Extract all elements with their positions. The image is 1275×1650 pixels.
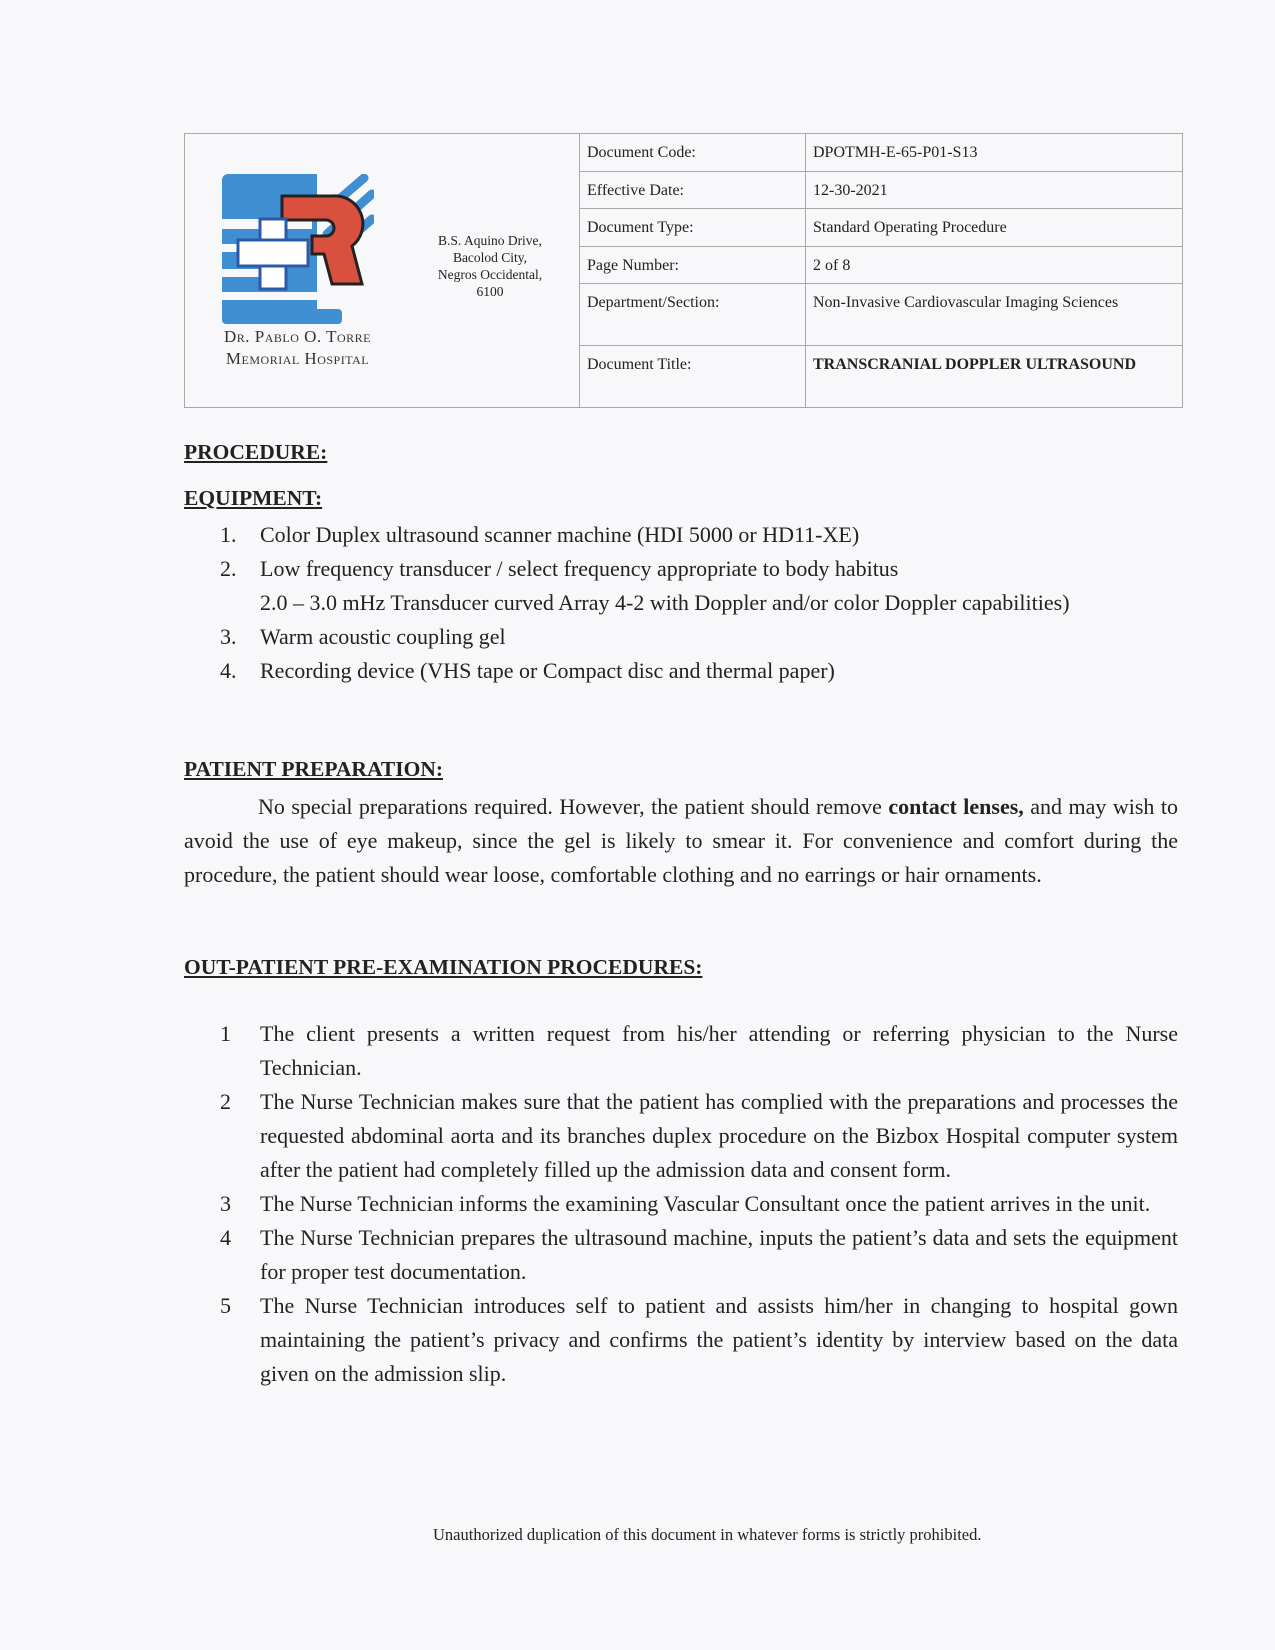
item-text: The Nurse Technician informs the examining Vascular Consultant once the patient arrives in the unit. (260, 1191, 1151, 1216)
list-item (215, 1017, 1178, 1085)
field-effective-date (580, 172, 1182, 209)
logo-cell (185, 134, 580, 407)
field-value: 12-30-2021 (813, 182, 888, 199)
field-department (580, 284, 1182, 346)
item-number: 2 (220, 1089, 231, 1114)
field-value: DPOTMH-E-65-P01-S13 (813, 144, 978, 161)
address-line: Negros Occidental, (437, 267, 543, 282)
item-number: 4. (220, 658, 237, 683)
procedure-heading: PROCEDURE: (184, 440, 328, 464)
paragraph-text: No special preparations required. However, the patient should remove (258, 794, 889, 819)
field-document-code (580, 134, 1182, 172)
field-document-title (580, 346, 1182, 408)
list-item (215, 552, 1178, 620)
hospital-name-line2: Memorial Hospital (225, 349, 370, 368)
hospital-name-line1: Dr. Pablo O. Torre (223, 327, 371, 346)
document-header-table (184, 133, 1183, 408)
list-item (215, 518, 1178, 552)
list-item (215, 1221, 1178, 1289)
address-line: B.S. Aquino Drive, (438, 233, 542, 248)
field-page-number (580, 247, 1182, 284)
item-number: 1 (220, 1021, 231, 1046)
field-value: Non-Invasive Cardiovascular Imaging Sciences (813, 294, 1119, 311)
paragraph-bold-text: contact lenses, (888, 794, 1024, 819)
outpatient-heading: OUT-PATIENT PRE-EXAMINATION PROCEDURES: (184, 955, 703, 979)
field-label: Effective Date: (580, 172, 806, 208)
list-item (215, 1085, 1178, 1187)
item-number: 3. (220, 624, 237, 649)
item-text: Warm acoustic coupling gel (260, 624, 506, 649)
field-value: TRANSCRANIAL DOPPLER ULTRASOUND (813, 356, 1137, 373)
patient-preparation-heading: PATIENT PREPARATION: (184, 757, 444, 781)
item-text (260, 552, 1178, 620)
document-meta-fields (580, 134, 1182, 407)
paragraph-text: and may wish to avoid the use of eye makeup, since the gel is likely to smear it. For convenience and comfort during the procedure, the patient should wear loose, comfortable clothing and no earrings or hair ornaments. (184, 794, 1178, 887)
field-label: Document Type: (580, 209, 806, 246)
item-text: The Nurse Technician introduces self to patient and assists him/her in changing to hospital gown maintaining the patient’s privacy and confirms the patient’s identity by interview based on the data given on the admission slip. (260, 1293, 1178, 1386)
item-text-line1: Low frequency transducer / select frequency appropriate to body habitus (260, 556, 899, 581)
hospital-address (410, 232, 570, 301)
equipment-heading: EQUIPMENT: (184, 486, 323, 510)
item-text: The Nurse Technician prepares the ultrasound machine, inputs the patient’s data and sets the equipment for proper test documentation. (260, 1225, 1178, 1284)
hospital-name (185, 326, 410, 370)
address-line: 6100 (476, 284, 504, 299)
field-value: 2 of 8 (813, 257, 851, 274)
item-text-line2: 2.0 – 3.0 mHz Transducer curved Array 4-2 with Doppler and/or color Doppler capabilities) (260, 590, 1070, 615)
item-text: The client presents a written request from his/her attending or referring physician to the Nurse Technician. (260, 1021, 1178, 1080)
field-label: Document Title: (580, 346, 806, 408)
item-text: Recording device (VHS tape or Compact disc and thermal paper) (260, 658, 835, 683)
list-item (215, 654, 1178, 688)
hospital-logo-icon (222, 174, 374, 324)
field-value: Standard Operating Procedure (813, 219, 1007, 236)
item-text: The Nurse Technician makes sure that the patient has complied with the preparations and processes the requested abdominal aorta and its branches duplex procedure on the Bizbox Hospital computer system after the patient had completely filled up the admission data and consent form. (260, 1089, 1178, 1182)
address-line: Bacolod City, (452, 250, 528, 265)
item-number: 2. (220, 556, 237, 581)
footer-notice: Unauthorized duplication of this document in whatever forms is strictly prohibited. (433, 1525, 982, 1544)
outpatient-list (215, 1017, 1178, 1391)
list-item (215, 1289, 1178, 1391)
list-item (215, 620, 1178, 654)
item-number: 5 (220, 1293, 231, 1318)
item-text: Color Duplex ultrasound scanner machine (HDI 5000 or HD11-XE) (260, 522, 860, 547)
patient-preparation-paragraph (184, 790, 1178, 892)
field-label: Department/Section: (580, 284, 806, 345)
list-item (215, 1187, 1178, 1221)
field-document-type (580, 209, 1182, 247)
item-number: 3 (220, 1191, 231, 1216)
item-number: 1. (220, 522, 237, 547)
field-label: Page Number: (580, 247, 806, 283)
item-number: 4 (220, 1225, 231, 1250)
field-label: Document Code: (580, 134, 806, 171)
equipment-list (215, 518, 1178, 688)
